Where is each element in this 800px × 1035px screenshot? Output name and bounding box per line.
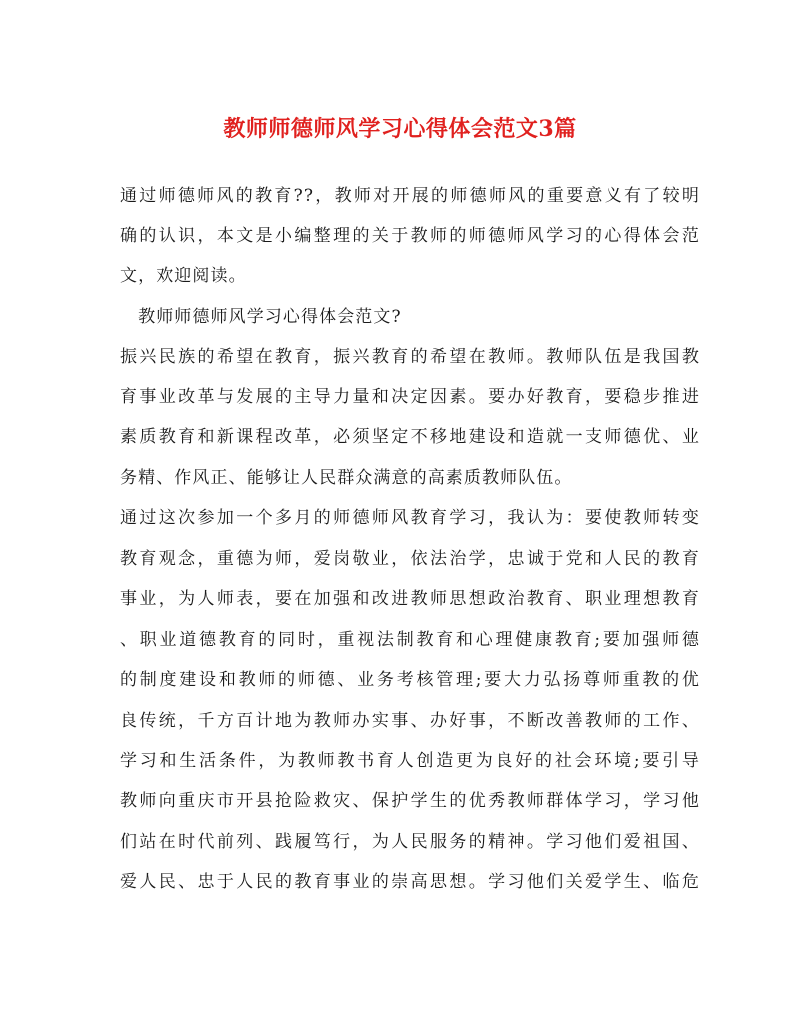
paragraph-line: 事业，为人师表，要在加强和改进教师思想政治教育、职业理想教育 bbox=[120, 589, 700, 609]
paragraph-line: 育事业改革与发展的主导力量和决定因素。要办好教育，要稳步推进 bbox=[120, 387, 700, 407]
paragraph-line: 文，欢迎阅读。 bbox=[120, 266, 247, 286]
paragraph-line: 的制度建设和教师的师德、业务考核管理;要大力弘扬尊师重教的优 bbox=[120, 670, 700, 690]
section-heading: 教师师德师风学习心得体会范文? bbox=[120, 307, 402, 327]
paragraph-line: 学习和生活条件，为教师教书育人创造更为良好的社会环境;要引导 bbox=[120, 751, 700, 771]
paragraph-line: 教师向重庆市开县抢险救灾、保护学生的优秀教师群体学习，学习他 bbox=[120, 791, 700, 811]
document-title: 教师师德师风学习心得体会范文3篇 bbox=[223, 116, 577, 142]
paragraph-line: 振兴民族的希望在教育，振兴教育的希望在教师。教师队伍是我国教 bbox=[120, 347, 700, 367]
paragraph-line: 通过师德师风的教育??，教师对开展的师德师风的重要意义有了较明 bbox=[120, 186, 700, 206]
paragraph-line: 良传统，千方百计地为教师办实事、办好事，不断改善教师的工作、 bbox=[120, 711, 700, 731]
paragraph-line: 确的认识，本文是小编整理的关于教师的师德师风学习的心得体会范 bbox=[120, 226, 700, 246]
paragraph-line: 务精、作风正、能够让人民群众满意的高素质教师队伍。 bbox=[120, 468, 573, 488]
paragraph-line: 、职业道德教育的同时，重视法制教育和心理健康教育;要加强师德 bbox=[120, 630, 700, 650]
paragraph-line: 爱人民、忠于人民的教育事业的崇高思想。学习他们关爱学生、临危 bbox=[120, 872, 700, 892]
paragraph-line: 们站在时代前列、践履笃行，为人民服务的精神。学习他们爱祖国、 bbox=[120, 832, 700, 852]
paragraph-line: 通过这次参加一个多月的师德师风教育学习，我认为：要使教师转变 bbox=[120, 508, 700, 528]
paragraph-line: 教育观念，重德为师，爱岗敬业，依法治学，忠诚于党和人民的教育 bbox=[120, 549, 700, 569]
paragraph-line: 素质教育和新课程改革，必须坚定不移地建设和造就一支师德优、业 bbox=[120, 427, 700, 447]
